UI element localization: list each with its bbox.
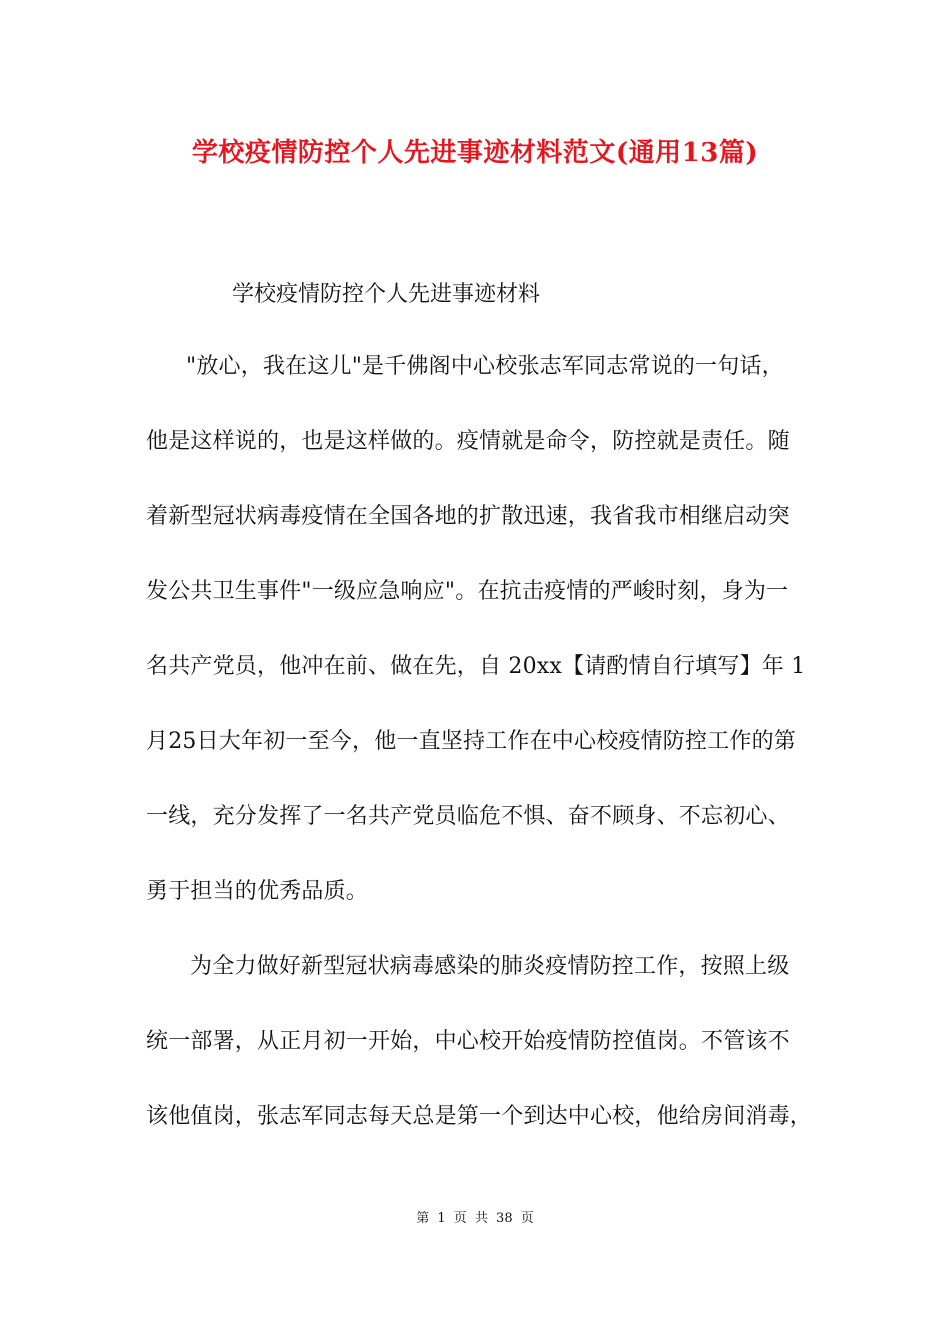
body-line-4: 发公共卫生事件"一级应急响应"。在抗击疫情的严峻时刻，身为一 — [146, 579, 789, 604]
section-heading: 学校疫情防控个人先进事迹材料 — [232, 282, 541, 307]
body-line-3: 着新型冠状病毒疫情在全国各地的扩散迅速，我省我市相继启动突 — [146, 504, 790, 529]
body-line-5: 名共产党员，他冲在前、做在先，自 20xx【请酌情自行填写】年 1 — [146, 654, 806, 679]
document-title: 学校疫情防控个人先进事迹材料范文(通用13篇) — [191, 138, 759, 168]
body-line-1: "放心，我在这儿"是千佛阁中心校张志军同志常说的一句话， — [186, 354, 784, 379]
body-line-11: 该他值岗，张志军同志每天总是第一个到达中心校，他给房间消毒， — [146, 1104, 813, 1129]
body-line-2: 他是这样说的，也是这样做的。疫情就是命令，防控就是责任。随 — [146, 429, 790, 454]
body-line-6: 月25日大年初一至今，他一直坚持工作在中心校疫情防控工作的第 — [146, 729, 796, 754]
body-line-8: 勇于担当的优秀品质。 — [146, 879, 369, 904]
body-line-10: 统一部署，从正月初一开始，中心校开始疫情防控值岗。不管该不 — [146, 1029, 790, 1054]
body-line-7: 一线，充分发挥了一名共产党员临危不惧、奋不顾身、不忘初心、 — [146, 804, 790, 829]
page-footer: 第 1 页 共 38 页 — [416, 1211, 534, 1226]
body-line-9: 为全力做好新型冠状病毒感染的肺炎疫情防控工作，按照上级 — [190, 954, 790, 979]
